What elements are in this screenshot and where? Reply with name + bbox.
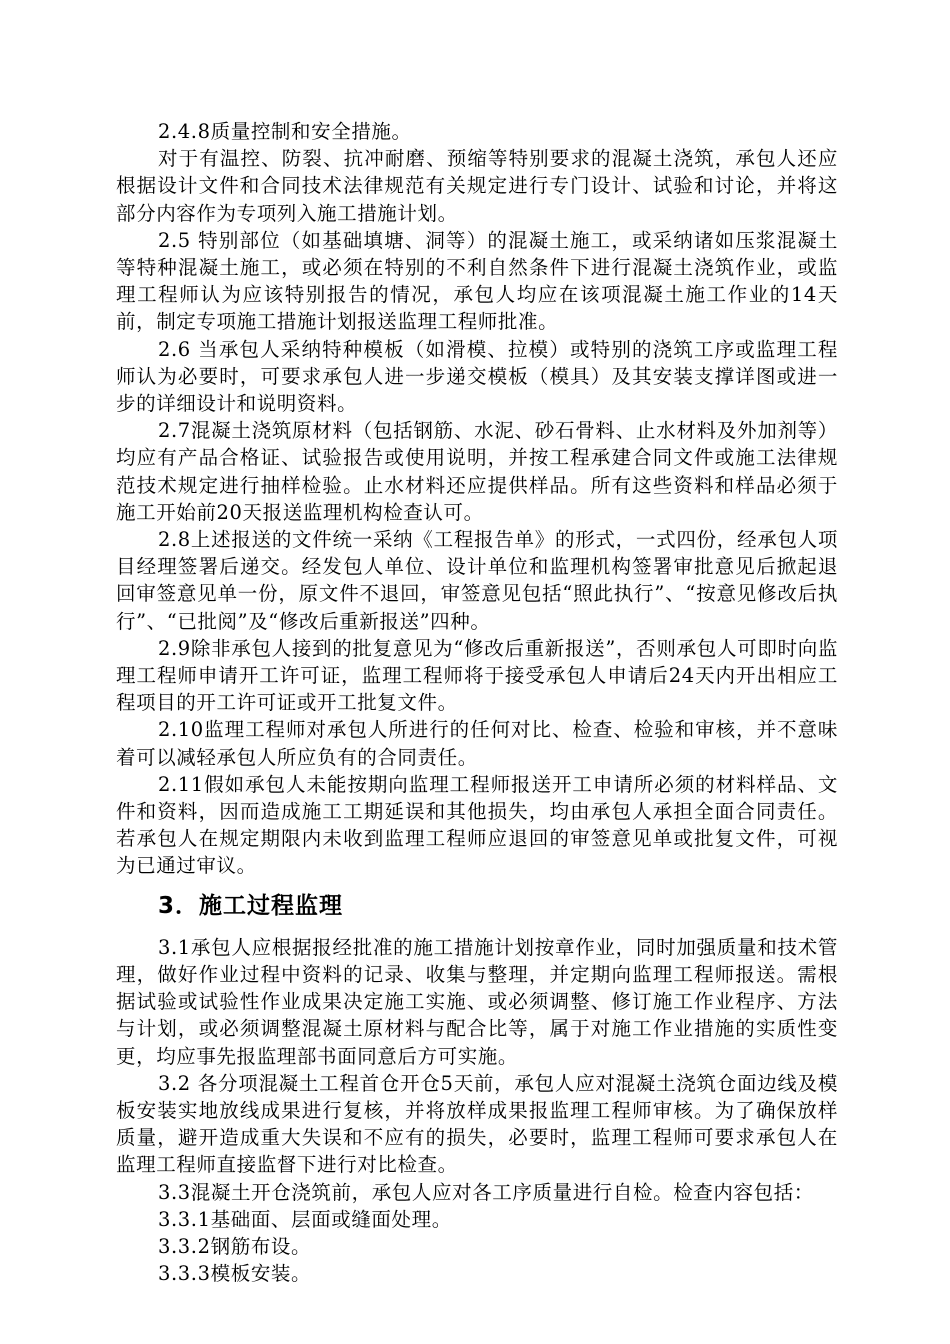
paragraph-2-5: 2.5 特别部位（如基础填塘、洞等）的混凝土施工，或采纳诸如压浆混凝土等特种混凝土施工，或必须在特别的不利自然条件下进行混凝土浇筑作业，或监理工程师认为应该特别报告的情况，承包人均应在该项混凝土施工作业的14天前，制定专项施工措施计划报送监理工程师批准。 xyxy=(116,228,838,334)
section-heading-3: 3．施工过程监理 xyxy=(158,892,344,919)
paragraph-2-6: 2.6 当承包人采纳特种模板（如滑模、拉模）或特别的浇筑工序或监理工程师认为必要时，可要求承包人进一步递交模板（模具）及其安装支撑详图或进一步的详细设计和说明资料。 xyxy=(116,337,838,416)
paragraph-2-8: 2.8上述报送的文件统一采纳《工程报告单》的形式，一式四份，经承包人项目经理签署后递交。经发包人单位、设计单位和监理机构签署审批意见后掀起退回审签意见单一份，原文件不退回，审签意见包括“照此执行”、“按意见修改后执行”、“已批阅”及“修改后重新报送”四种。 xyxy=(116,528,838,633)
paragraph-3-3: 3.3混凝土开仓浇筑前，承包人应对各工序质量进行自检。检查内容包括： xyxy=(158,1180,814,1204)
paragraph-2-4-8: 2.4.8质量控制和安全措施。 xyxy=(158,120,412,143)
paragraph-2-9: 2.9除非承包人接到的批复意见为“修改后重新报送”，否则承包人可即时向监理工程师申请开工许可证，监理工程师将于接受承包人申请后24天内开出相应工程项目的开工许可证或开工批复文件。 xyxy=(116,636,838,715)
paragraph-special-requirements: 对于有温控、防裂、抗冲耐磨、预缩等特别要求的混凝土浇筑，承包人还应根据设计文件和合同技术法律规范有关规定进行专门设计、试验和讨论，并将这部分内容作为专项列入施工措施计划。 xyxy=(116,147,838,225)
paragraph-3-3-2: 3.3.2钢筋布设。 xyxy=(158,1234,312,1258)
paragraph-3-1: 3.1承包人应根据报经批准的施工措施计划按章作业，同时加强质量和技术管理，做好作业过程中资料的记录、收集与整理，并定期向监理工程师报送。需根据试验或试验性作业成果决定施工实施、或必须调整、修订施工作业程序、方法与计划，或必须调整混凝土原材料与配合比等，属于对施工作业措施的实质性变更，均应事先报监理部书面同意后方可实施。 xyxy=(116,935,838,1068)
paragraph-3-3-3: 3.3.3模板安装。 xyxy=(158,1262,312,1286)
paragraph-2-11: 2.11假如承包人未能按期向监理工程师报送开工申请所必须的材料样品、文件和资料，因而造成施工工期延误和其他损失，均由承包人承担全面合同责任。若承包人在规定期限内未收到监理工程师应退回的审签意见单或批复文件，可视为已通过审议。 xyxy=(116,772,838,878)
paragraph-3-2: 3.2 各分项混凝土工程首仓开仓5天前，承包人应对混凝土浇筑仓面边线及模板安装实地放线成果进行复核，并将放样成果报监理工程师审核。为了确保放样质量，避开造成重大失误和不应有的损失，必要时，监理工程师可要求承包人在监理工程师直接监督下进行对比检查。 xyxy=(116,1071,838,1177)
paragraph-2-10: 2.10监理工程师对承包人所进行的任何对比、检查、检验和审核，并不意味着可以减轻承包人所应负有的合同责任。 xyxy=(116,718,838,769)
document-body xyxy=(116,118,838,1287)
paragraph-3-3-1: 3.3.1基础面、层面或缝面处理。 xyxy=(158,1207,452,1231)
paragraph-2-7: 2.7混凝土浇筑原材料（包括钢筋、水泥、砂石骨料、止水材料及外加剂等）均应有产品合格证、试验报告或使用说明，并按工程承建合同文件或施工法律规范技术规定进行抽样检验。止水材料还应提供样品。所有这些资料和样品必须于施工开始前20天报送监理机构检查认可。 xyxy=(116,419,838,524)
